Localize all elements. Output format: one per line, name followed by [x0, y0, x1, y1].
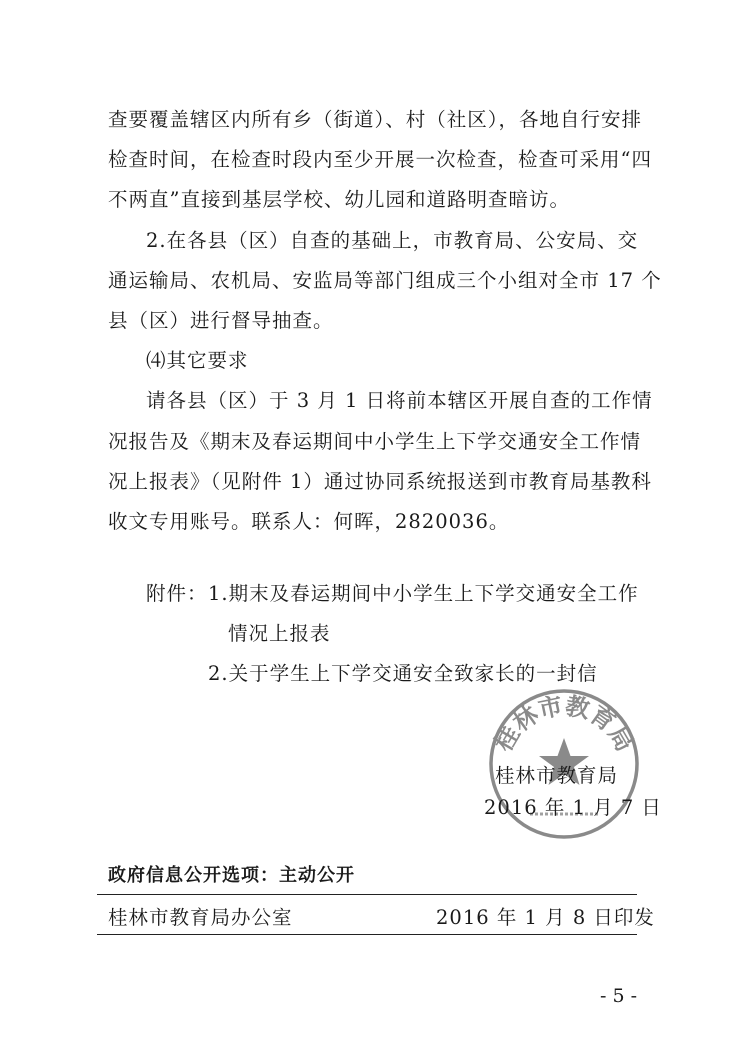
body-line-6: 县（区）进行督导抽查。	[108, 309, 334, 332]
body-line-4: 2.在各县（区）自查的基础上，市教育局、公安局、交	[146, 229, 639, 252]
publication-option: 政府信息公开选项：主动公开	[108, 865, 355, 886]
footer-bottom-rule	[97, 934, 637, 935]
attachment-item-1: 1.期末及春运期间中小学生上下学交通安全工作	[208, 582, 639, 605]
issuing-office: 桂林市教育局办公室	[108, 906, 293, 929]
section-heading: ⑷其它要求	[146, 349, 249, 372]
signature-date: 2016 年 1 月 7 日	[484, 796, 662, 819]
seal-text: 桂林市教育局	[489, 691, 639, 757]
print-date: 2016 年 1 月 8 日印发	[436, 906, 655, 929]
attachment-item-1-cont: 情况上报表	[228, 622, 331, 645]
body-line-10: 况上报表》（见附件 1）通过协同系统报送到市教育局基教科	[108, 470, 652, 493]
page-number: - 5 -	[600, 985, 638, 1007]
attachment-label: 附件：	[146, 582, 208, 605]
body-line-9: 况报告及《期末及春运期间中小学生上下学交通安全工作情	[108, 430, 642, 453]
footer-top-rule	[97, 894, 637, 895]
body-line-2: 检查时间，在检查时段内至少开展一次检查，检查可采用“四	[108, 148, 652, 171]
signature-org: 桂林市教育局	[495, 764, 619, 787]
body-line-3: 不两直”直接到基层学校、幼儿园和道路明查暗访。	[108, 188, 570, 211]
body-line-8: 请各县（区）于 3 月 1 日将前本辖区开展自查的工作情	[146, 389, 653, 412]
attachment-item-2: 2.关于学生上下学交通安全致家长的一封信	[208, 662, 598, 685]
body-line-5: 通运输局、农机局、安监局等部门组成三个小组对全市 17 个	[108, 269, 662, 292]
body-line-11: 收文专用账号。联系人：何晖，2820036。	[108, 510, 510, 533]
body-line-1: 查要覆盖辖区内所有乡（街道）、村（社区），各地自行安排	[108, 108, 643, 131]
